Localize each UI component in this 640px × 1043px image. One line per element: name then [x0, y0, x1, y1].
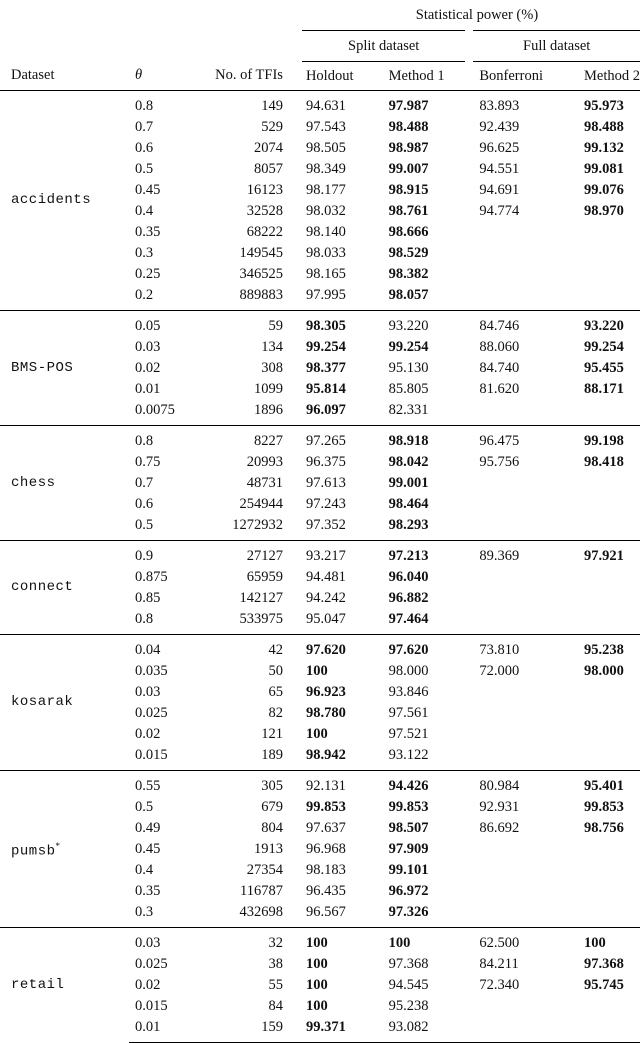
dataset-name	[0, 541, 129, 635]
tfis-cell: 2074	[253, 140, 283, 156]
bonferroni-cell: 62.500	[469, 928, 570, 955]
tfis-cell: 48731	[246, 475, 283, 491]
bonferroni-cell	[469, 588, 570, 609]
holdout-cell: 94.481	[305, 569, 346, 585]
holdout-cell: 97.543	[305, 119, 346, 135]
tfis-cell: 65959	[246, 569, 283, 585]
theta-cell: 0.015	[135, 747, 168, 763]
tfis-cell: 65	[268, 684, 283, 700]
holdout-cell: 95.814	[305, 381, 346, 397]
holdout-cell: 99.371	[302, 1017, 379, 1043]
bonferroni-cell: 84.746	[469, 311, 570, 338]
tfis-cell: 679	[261, 799, 283, 815]
method-1-cell: 98.000	[388, 663, 429, 679]
holdout-cell: 96.923	[305, 684, 346, 700]
header-row-top	[0, 0, 640, 31]
method-2-cell	[570, 264, 640, 285]
theta-cell: 0.0075	[135, 402, 175, 418]
bonferroni-cell: 84.211	[479, 956, 519, 972]
method-2-cell: 99.081	[584, 161, 624, 177]
method-1-cell: 98.382	[388, 266, 429, 282]
method-1-cell: 95.130	[388, 360, 429, 376]
method-2-cell: 95.745	[584, 977, 624, 993]
bonferroni-cell	[469, 724, 570, 745]
holdout-cell: 100	[305, 977, 328, 993]
tfis-cell: 116787	[239, 883, 283, 899]
theta-cell: 0.7	[135, 119, 154, 135]
theta-cell: 0.8	[129, 91, 194, 118]
method-1-cell: 98.057	[388, 287, 429, 303]
theta-cell: 0.02	[135, 726, 161, 742]
tfis-cell: 529	[261, 119, 283, 135]
tfis-cell: 149545	[239, 245, 283, 261]
tfis-cell: 149	[194, 91, 302, 118]
method-2-cell: 99.076	[584, 182, 624, 198]
holdout-cell: 98.377	[305, 360, 346, 376]
holdout-cell: 93.217	[302, 541, 379, 568]
tfis-cell: 8227	[194, 426, 302, 453]
theta-cell: 0.01	[135, 381, 161, 397]
method-2-cell: 98.970	[584, 203, 624, 219]
dataset-name	[0, 91, 129, 311]
theta-cell: 0.5	[135, 799, 154, 815]
bonferroni-cell: 94.551	[479, 161, 520, 177]
method-2-cell	[570, 839, 640, 860]
dataset-name	[0, 771, 129, 928]
holdout-cell: 98.942	[305, 747, 346, 763]
table-row	[0, 541, 640, 568]
bonferroni-cell: 73.810	[469, 635, 570, 662]
method-1-cell: 99.101	[388, 862, 429, 878]
theta-cell: 0.45	[135, 841, 161, 857]
method-1-cell: 98.761	[388, 203, 429, 219]
method-2-cell	[570, 494, 640, 515]
split-dataset-heading: Split dataset	[302, 31, 469, 62]
theta-cell: 0.03	[135, 339, 161, 355]
bonferroni-cell	[469, 745, 570, 771]
method-2-cell: 95.401	[570, 771, 640, 798]
method-2-cell: 98.756	[584, 820, 624, 836]
col-bonferroni: Bonferroni	[479, 67, 543, 84]
method-2-cell	[570, 724, 640, 745]
dataset-name	[0, 928, 129, 1043]
theta-cell: 0.55	[129, 771, 194, 798]
method-1-cell: 100	[379, 928, 470, 955]
holdout-cell: 98.305	[302, 311, 379, 338]
method-1-cell: 98.529	[388, 245, 429, 261]
tfis-cell: 308	[261, 360, 283, 376]
bonferroni-cell: 80.984	[469, 771, 570, 798]
tfis-cell: 346525	[239, 266, 283, 282]
holdout-cell: 98.177	[305, 182, 346, 198]
tfis-cell: 254944	[239, 496, 283, 512]
tfis-cell: 1272932	[232, 517, 283, 533]
col-method-1: Method 1	[388, 67, 445, 84]
tfis-cell: 8057	[253, 161, 283, 177]
bonferroni-cell: 86.692	[479, 820, 520, 836]
method-2-cell	[570, 881, 640, 902]
method-2-cell: 98.488	[584, 119, 624, 135]
method-1-cell: 85.805	[388, 381, 429, 397]
bonferroni-cell: 96.625	[479, 140, 520, 156]
bonferroni-cell	[469, 902, 570, 928]
theta-cell: 0.85	[135, 590, 161, 606]
theta-cell: 0.5	[135, 161, 154, 177]
holdout-cell: 97.352	[305, 517, 346, 533]
holdout-cell: 99.254	[305, 339, 346, 355]
col-tfis: No. of TFIs	[215, 67, 283, 84]
dataset-label: connect	[11, 579, 74, 595]
tfis-cell: 533975	[239, 611, 283, 627]
method-1-cell: 99.007	[388, 161, 429, 177]
holdout-cell: 97.243	[305, 496, 346, 512]
method-2-cell: 99.853	[584, 799, 624, 815]
tfis-cell: 134	[261, 339, 283, 355]
method-1-cell: 99.853	[388, 799, 429, 815]
holdout-cell: 98.349	[305, 161, 346, 177]
table-body	[0, 91, 640, 1043]
method-1-cell: 96.972	[388, 883, 429, 899]
tfis-cell: 84	[268, 998, 283, 1014]
method-1-cell: 98.464	[388, 496, 429, 512]
bonferroni-cell: 81.620	[479, 381, 520, 397]
method-1-cell: 96.040	[388, 569, 429, 585]
theta-cell: 0.35	[135, 224, 161, 240]
method-2-cell: 95.238	[570, 635, 640, 662]
bonferroni-cell	[469, 243, 570, 264]
bonferroni-cell	[469, 222, 570, 243]
holdout-cell: 98.183	[305, 862, 346, 878]
theta-cell: 0.5	[135, 517, 154, 533]
dataset-superscript: *	[55, 840, 61, 851]
method-2-cell	[570, 996, 640, 1017]
tfis-cell: 16123	[246, 182, 283, 198]
theta-cell: 0.9	[129, 541, 194, 568]
theta-cell: 0.6	[135, 496, 154, 512]
tfis-cell: 189	[261, 747, 283, 763]
method-2-cell: 100	[570, 928, 640, 955]
holdout-cell: 92.131	[302, 771, 379, 798]
theta-cell: 0.7	[135, 475, 154, 491]
method-1-cell: 98.293	[388, 517, 429, 533]
bonferroni-cell	[469, 264, 570, 285]
table-row	[0, 771, 640, 798]
statistical-power-heading: Statistical power (%)	[302, 0, 640, 31]
theta-cell: 0.03	[135, 684, 161, 700]
method-1-cell: 98.666	[388, 224, 429, 240]
tfis-cell: 68222	[246, 224, 283, 240]
theta-cell: 0.6	[135, 140, 154, 156]
tfis-cell: 1896	[253, 402, 283, 418]
theta-cell: 0.02	[135, 360, 161, 376]
holdout-cell: 97.620	[302, 635, 379, 662]
holdout-cell: 98.780	[305, 705, 346, 721]
holdout-cell: 96.435	[305, 883, 346, 899]
tfis-cell: 20993	[246, 454, 283, 470]
holdout-cell: 97.265	[302, 426, 379, 453]
method-1-cell: 98.042	[388, 454, 429, 470]
method-1-cell: 97.909	[388, 841, 429, 857]
method-1-cell: 97.620	[379, 635, 470, 662]
theta-cell: 0.4	[135, 862, 154, 878]
method-1-cell: 99.254	[388, 339, 429, 355]
tfis-cell: 50	[268, 663, 283, 679]
method-1-cell: 98.987	[388, 140, 429, 156]
holdout-cell: 96.375	[305, 454, 346, 470]
bonferroni-cell: 88.060	[479, 339, 520, 355]
tfis-cell: 55	[268, 977, 283, 993]
tfis-cell: 305	[194, 771, 302, 798]
tfis-cell: 59	[194, 311, 302, 338]
method-2-cell: 98.418	[584, 454, 624, 470]
method-2-cell: 93.220	[570, 311, 640, 338]
bonferroni-cell: 83.893	[469, 91, 570, 118]
method-1-cell: 98.918	[379, 426, 470, 453]
method-2-cell: 98.000	[584, 663, 624, 679]
theta-cell: 0.025	[135, 956, 168, 972]
full-dataset-heading: Full dataset	[469, 31, 640, 62]
method-2-cell: 95.455	[584, 360, 624, 376]
tfis-cell: 1099	[253, 381, 283, 397]
holdout-cell: 97.637	[305, 820, 346, 836]
tfis-cell: 889883	[239, 287, 283, 303]
holdout-cell: 98.140	[305, 224, 346, 240]
holdout-cell: 96.097	[305, 402, 346, 418]
holdout-cell: 98.505	[305, 140, 346, 156]
bonferroni-cell	[469, 515, 570, 541]
holdout-cell: 100	[305, 663, 328, 679]
method-1-cell: 93.220	[379, 311, 470, 338]
method-1-cell: 99.001	[388, 475, 429, 491]
method-2-cell	[570, 567, 640, 588]
dataset-label: pumsb	[11, 843, 56, 860]
bonferroni-cell: 94.691	[479, 182, 520, 198]
tfis-cell: 82	[268, 705, 283, 721]
holdout-cell: 98.165	[305, 266, 346, 282]
holdout-cell: 100	[302, 928, 379, 955]
dataset-label: chess	[11, 474, 56, 491]
theta-cell: 0.2	[135, 287, 154, 303]
bonferroni-cell	[469, 1017, 570, 1043]
theta-cell: 0.035	[135, 663, 168, 679]
header-row-columns	[0, 62, 640, 91]
table-row	[0, 91, 640, 118]
method-1-cell: 94.545	[388, 977, 429, 993]
holdout-cell: 97.995	[305, 287, 346, 303]
tfis-cell: 432698	[239, 904, 283, 920]
holdout-cell: 96.567	[305, 904, 346, 920]
method-2-cell	[570, 609, 640, 635]
dataset-label: kosarak	[11, 694, 74, 710]
method-1-cell: 97.521	[388, 726, 429, 742]
method-2-cell	[570, 860, 640, 881]
method-2-cell: 95.973	[570, 91, 640, 118]
method-2-cell: 99.132	[584, 140, 624, 156]
method-1-cell: 97.464	[388, 611, 429, 627]
method-2-cell	[570, 703, 640, 724]
dataset-name	[0, 635, 129, 771]
holdout-cell: 99.853	[305, 799, 346, 815]
theta-cell: 0.3	[135, 904, 154, 920]
method-2-cell: 99.198	[570, 426, 640, 453]
holdout-cell: 100	[305, 726, 328, 742]
bonferroni-cell	[469, 703, 570, 724]
dataset-name	[0, 311, 129, 426]
method-2-cell	[570, 745, 640, 771]
bonferroni-cell	[469, 567, 570, 588]
col-method-2: Method 2	[584, 67, 640, 84]
tfis-cell: 159	[194, 1017, 302, 1043]
tfis-cell: 1913	[253, 841, 283, 857]
method-2-cell	[570, 243, 640, 264]
tfis-cell: 142127	[239, 590, 283, 606]
bonferroni-cell: 94.774	[479, 203, 520, 219]
bonferroni-cell	[469, 881, 570, 902]
bonferroni-cell: 95.756	[479, 454, 520, 470]
bonferroni-cell: 96.475	[469, 426, 570, 453]
col-theta: θ	[135, 67, 143, 84]
col-dataset: Dataset	[11, 67, 55, 84]
theta-cell: 0.015	[135, 998, 168, 1014]
bonferroni-cell	[469, 285, 570, 311]
dataset-label: retail	[11, 976, 65, 993]
method-1-cell: 97.213	[379, 541, 470, 568]
holdout-cell: 95.047	[305, 611, 346, 627]
method-2-cell: 97.368	[584, 956, 624, 972]
method-1-cell: 93.122	[388, 747, 429, 763]
holdout-cell: 100	[305, 956, 328, 972]
theta-cell: 0.3	[135, 245, 154, 261]
bonferroni-cell	[469, 609, 570, 635]
method-1-cell: 98.507	[388, 820, 429, 836]
tfis-cell: 42	[194, 635, 302, 662]
holdout-cell: 94.631	[302, 91, 379, 118]
method-2-cell	[570, 682, 640, 703]
theta-cell: 0.49	[135, 820, 161, 836]
theta-cell: 0.4	[135, 203, 154, 219]
holdout-cell: 98.033	[305, 245, 346, 261]
tfis-cell: 38	[268, 956, 283, 972]
table-row	[0, 928, 640, 955]
method-2-cell: 97.921	[570, 541, 640, 568]
method-1-cell: 97.326	[388, 904, 429, 920]
holdout-cell: 98.032	[305, 203, 346, 219]
method-2-cell: 88.171	[584, 381, 624, 397]
bonferroni-cell	[469, 860, 570, 881]
method-1-cell: 95.238	[388, 998, 429, 1014]
tfis-cell: 27354	[246, 862, 283, 878]
holdout-cell: 94.242	[305, 590, 346, 606]
theta-cell: 0.875	[135, 569, 168, 585]
bonferroni-cell: 84.740	[479, 360, 520, 376]
method-1-cell: 93.846	[388, 684, 429, 700]
method-1-cell: 93.082	[379, 1017, 470, 1043]
bonferroni-cell	[469, 400, 570, 426]
theta-cell: 0.45	[135, 182, 161, 198]
method-2-cell	[570, 515, 640, 541]
table-row	[0, 635, 640, 662]
method-2-cell	[570, 1017, 640, 1043]
header-row-middle	[0, 31, 640, 62]
tfis-cell: 804	[261, 820, 283, 836]
method-2-cell	[570, 473, 640, 494]
theta-cell: 0.02	[135, 977, 161, 993]
bonferroni-cell: 92.931	[479, 799, 520, 815]
dataset-label: BMS-POS	[11, 359, 74, 376]
theta-cell: 0.75	[135, 454, 161, 470]
method-2-cell: 99.254	[584, 339, 624, 355]
theta-cell: 0.04	[129, 635, 194, 662]
bonferroni-cell	[469, 996, 570, 1017]
method-2-cell	[570, 285, 640, 311]
method-2-cell	[570, 222, 640, 243]
method-1-cell: 82.331	[388, 402, 429, 418]
theta-cell: 0.25	[135, 266, 161, 282]
dataset-name	[0, 426, 129, 541]
method-1-cell: 97.987	[379, 91, 470, 118]
method-1-cell: 98.488	[388, 119, 429, 135]
method-2-cell	[570, 902, 640, 928]
table-row	[0, 426, 640, 453]
holdout-cell: 97.613	[305, 475, 346, 491]
holdout-cell: 100	[305, 998, 328, 1014]
bonferroni-cell	[469, 494, 570, 515]
holdout-cell: 96.968	[305, 841, 346, 857]
method-2-cell	[570, 400, 640, 426]
theta-cell: 0.01	[129, 1017, 194, 1043]
bonferroni-cell: 72.340	[479, 977, 520, 993]
method-1-cell: 97.561	[388, 705, 429, 721]
theta-cell: 0.8	[129, 426, 194, 453]
dataset-label: accidents	[11, 192, 92, 208]
method-2-cell	[570, 588, 640, 609]
bonferroni-cell	[469, 682, 570, 703]
method-1-cell: 98.915	[388, 182, 429, 198]
tfis-cell: 27127	[194, 541, 302, 568]
bonferroni-cell: 72.000	[479, 663, 520, 679]
tfis-cell: 121	[261, 726, 283, 742]
bonferroni-cell: 89.369	[469, 541, 570, 568]
col-holdout: Holdout	[305, 67, 354, 84]
method-1-cell: 94.426	[379, 771, 470, 798]
bonferroni-cell: 92.439	[479, 119, 520, 135]
method-1-cell: 97.368	[388, 956, 429, 972]
theta-cell: 0.025	[135, 705, 168, 721]
tfis-cell: 32528	[246, 203, 283, 219]
bonferroni-cell	[469, 839, 570, 860]
table-row	[0, 311, 640, 338]
theta-cell: 0.03	[129, 928, 194, 955]
tfis-cell: 32	[194, 928, 302, 955]
theta-cell: 0.8	[135, 611, 154, 627]
table-header	[0, 0, 640, 91]
theta-cell: 0.35	[135, 883, 161, 899]
method-1-cell: 96.882	[388, 590, 429, 606]
theta-cell: 0.05	[129, 311, 194, 338]
bonferroni-cell	[469, 473, 570, 494]
